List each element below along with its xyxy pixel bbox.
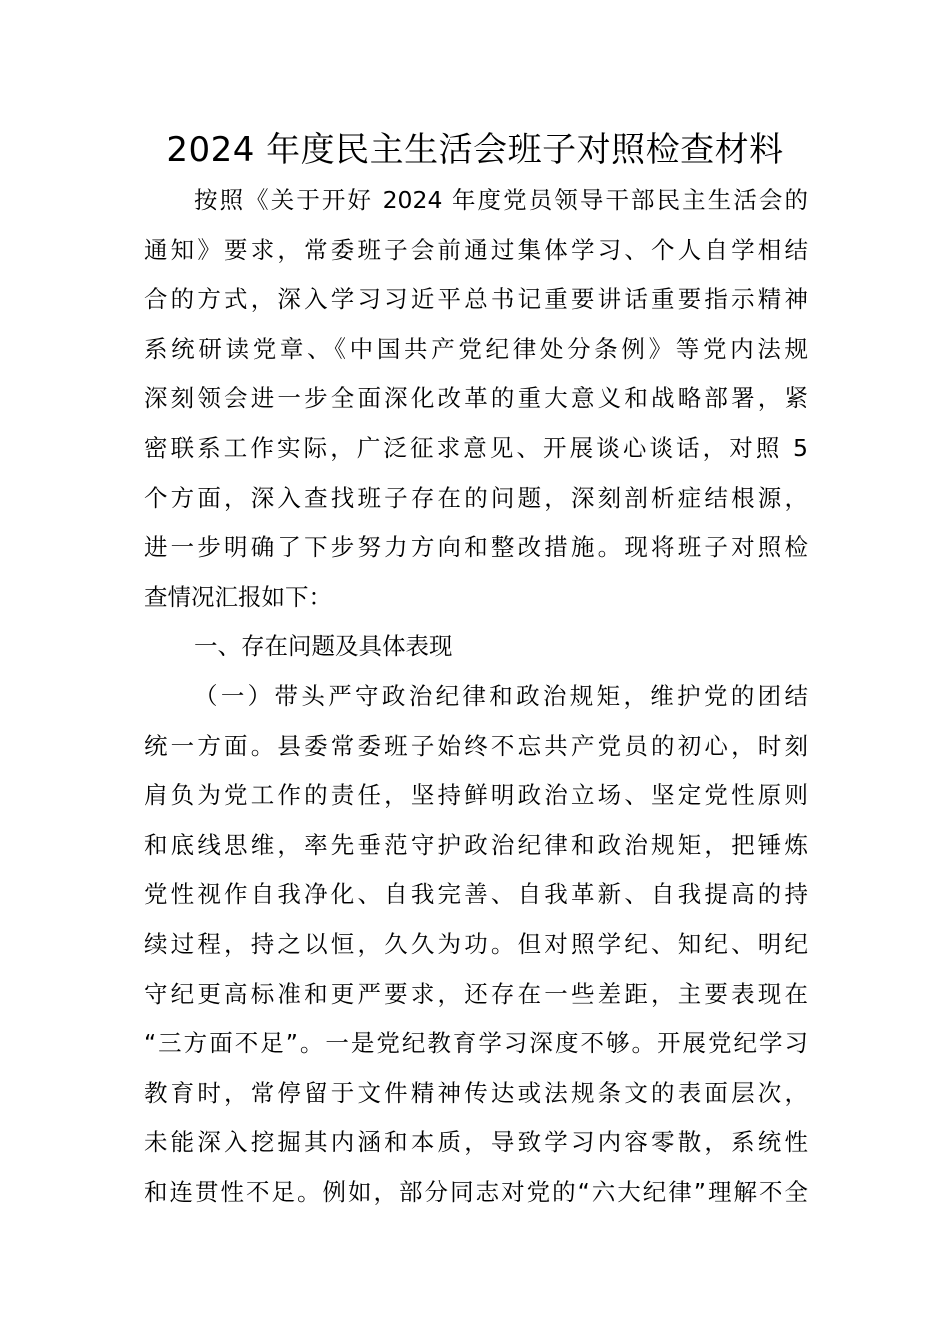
paragraph-line: 未能深入挖掘其内涵和本质，导致学习内容零散，系统性 (144, 1128, 808, 1157)
paragraph-line: 系统研读党章、《中国共产党纪律处分条例》等党内法规 (144, 334, 808, 363)
paragraph-intro (144, 176, 808, 622)
paragraph-line: 个方面，深入查找班子存在的问题，深刻剖析症结根源， (144, 483, 808, 512)
document-title: 2024 年度民主生活会班子对照检查材料 (166, 130, 784, 170)
paragraph-line: 通知》要求，常委班子会前通过集体学习、个人自学相结 (144, 235, 808, 264)
paragraph-line: 肩负为党工作的责任，坚持鲜明政治立场、坚定党性原则 (144, 781, 808, 810)
paragraph-section-1 (144, 672, 808, 1218)
document-body (144, 176, 808, 1217)
paragraph-line: 续过程，持之以恒，久久为功。但对照学纪、知纪、明纪 (144, 929, 808, 958)
paragraph-line: 进一步明确了下步努力方向和整改措施。现将班子对照检 (144, 533, 808, 562)
paragraph-line: 查情况汇报如下： (144, 582, 332, 611)
paragraph-line: 合的方式，深入学习习近平总书记重要讲话重要指示精神 (144, 285, 808, 314)
paragraph-line: 和连贯性不足。例如，部分同志对党的“六大纪律”理解不全 (144, 1177, 808, 1206)
paragraph-line: 守纪更高标准和更严要求，还存在一些差距，主要表现在 (144, 979, 808, 1008)
paragraph-line: 和底线思维，率先垂范守护政治纪律和政治规矩，把锤炼 (144, 830, 808, 859)
paragraph-line: 统一方面。县委常委班子始终不忘共产党员的初心，时刻 (144, 731, 808, 760)
paragraph-line: 党性视作自我净化、自我完善、自我革新、自我提高的持 (144, 880, 808, 909)
paragraph-line: 深刻领会进一步全面深化改革的重大意义和战略部署，紧 (144, 384, 808, 413)
paragraph-line: 按照《关于开好 2024 年度党员领导干部民主生活会的 (194, 186, 808, 214)
section-heading: 一、存在问题及具体表现 (194, 632, 453, 661)
paragraph-line: 密联系工作实际，广泛征求意见、开展谈心谈话，对照 5 (144, 433, 808, 462)
paragraph-line: “三方面不足”。一是党纪教育学习深度不够。开展党纪学习 (144, 1029, 808, 1058)
paragraph-line: （一）带头严守政治纪律和政治规矩，维护党的团结 (194, 681, 808, 710)
paragraph-line: 教育时，常停留于文件精神传达或法规条文的表面层次， (144, 1078, 808, 1107)
